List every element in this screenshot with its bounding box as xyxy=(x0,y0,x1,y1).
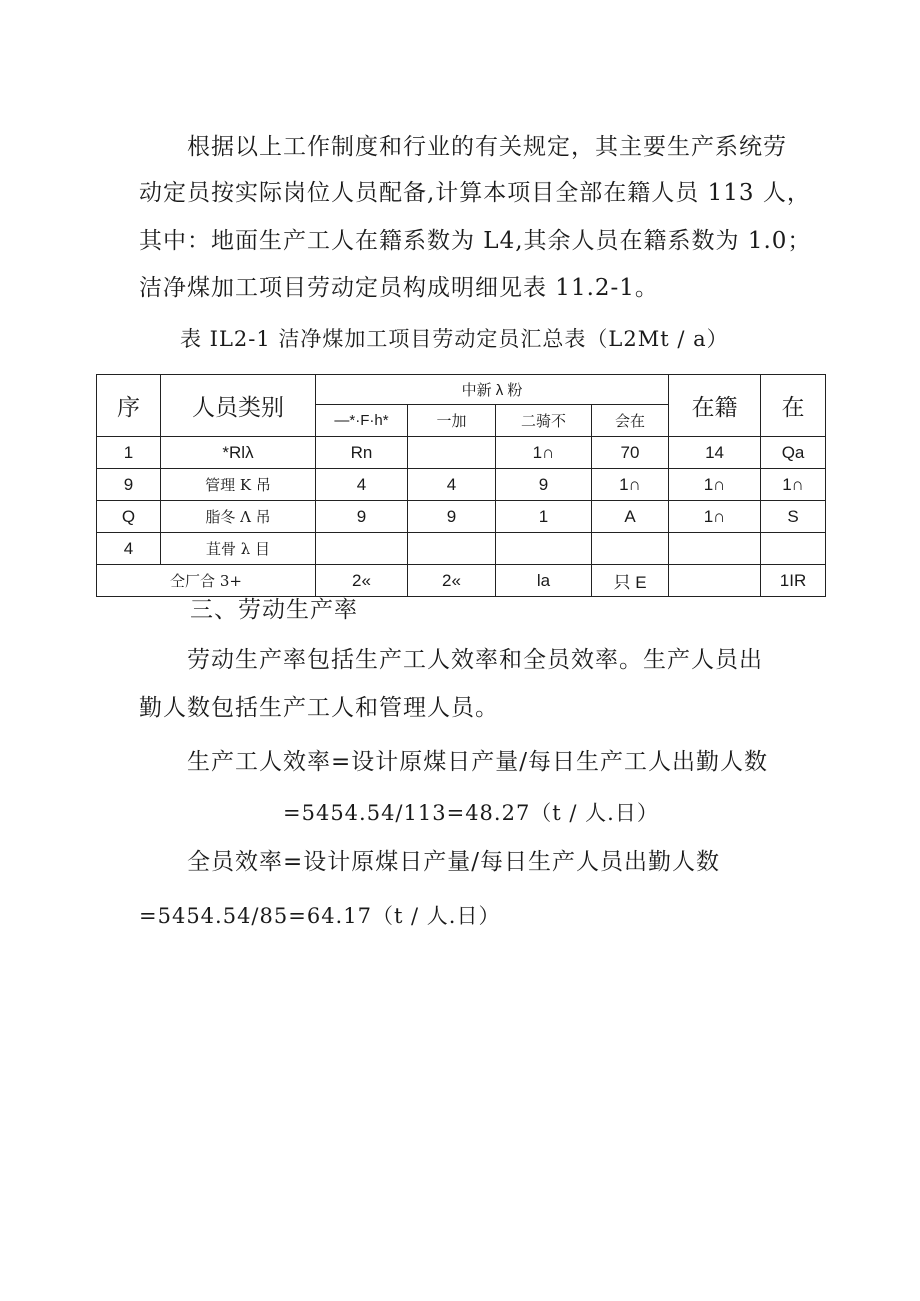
cell-c2: 9 xyxy=(408,501,496,533)
intro-line-3: 其中：地面生产工人在籍系数为 L4,其余人员在籍系数为 1.0； xyxy=(139,228,812,254)
cell-enrolled: 1∩ xyxy=(669,501,761,533)
table-row xyxy=(97,469,826,501)
cell-c2: 4 xyxy=(408,469,496,501)
intro-line-1: 根据以上工作制度和行业的有关规定，其主要生产系统劳 xyxy=(187,134,787,160)
cell-c3: 9 xyxy=(496,469,592,501)
cell-c1: 9 xyxy=(316,501,408,533)
cell-enrolled xyxy=(669,533,761,565)
table-total-row xyxy=(97,565,826,597)
cell-last xyxy=(761,533,826,565)
labor-staffing-table xyxy=(96,374,826,597)
cell-c1: 4 xyxy=(316,469,408,501)
cell-total-c4: 只 E xyxy=(592,565,669,597)
cell-seq: 4 xyxy=(97,533,161,565)
cell-total-c1: 2« xyxy=(316,565,408,597)
cell-seq: 1 xyxy=(97,437,161,469)
cell-c3 xyxy=(496,533,592,565)
cell-category: 脂冬 Λ 吊 xyxy=(161,501,316,533)
cell-c2 xyxy=(408,533,496,565)
table-caption: 表 IL2-1 洁净煤加工项目劳动定员汇总表（L2Mt / a） xyxy=(180,327,729,351)
cell-total-c3: la xyxy=(496,565,592,597)
formula-overall-efficiency: 全员效率=设计原煤日产量/每日生产人员出勤人数 xyxy=(187,849,721,875)
cell-category: *Rlλ xyxy=(161,437,316,469)
cell-enrolled: 1∩ xyxy=(669,469,761,501)
formula-worker-efficiency-value: =5454.54/113=48.27（t / 人.日） xyxy=(283,801,659,825)
header-sub-3: 二骑不 xyxy=(496,405,592,437)
productivity-line-1: 劳动生产率包括生产工人效率和全员效率。生产人员出 xyxy=(187,647,763,673)
header-category: 人员类别 xyxy=(161,375,316,437)
section-heading: 三、劳动生产率 xyxy=(190,597,358,623)
cell-c4: 70 xyxy=(592,437,669,469)
header-last: 在 xyxy=(761,375,826,437)
formula-overall-efficiency-value: =5454.54/85=64.17（t / 人.日） xyxy=(139,904,501,928)
cell-c2 xyxy=(408,437,496,469)
productivity-line-2: 勤人数包括生产工人和管理人员。 xyxy=(139,695,499,721)
table-row xyxy=(97,437,826,469)
cell-last: 1∩ xyxy=(761,469,826,501)
header-sub-4: 会在 xyxy=(592,405,669,437)
intro-line-4: 洁净煤加工项目劳动定员构成明细见表 11.2-1。 xyxy=(139,275,659,301)
cell-c4 xyxy=(592,533,669,565)
header-sub-2: 一加 xyxy=(408,405,496,437)
cell-total-label: 仝厂合 3+ xyxy=(97,565,316,597)
formula-worker-efficiency: 生产工人效率=设计原煤日产量/每日生产工人出勤人数 xyxy=(187,749,769,775)
cell-c4: A xyxy=(592,501,669,533)
header-group: 中新 λ 粉 xyxy=(316,375,669,405)
cell-total-last: 1IR xyxy=(761,565,826,597)
cell-c1 xyxy=(316,533,408,565)
cell-seq: 9 xyxy=(97,469,161,501)
cell-c3: 1∩ xyxy=(496,437,592,469)
cell-last: S xyxy=(761,501,826,533)
table-row xyxy=(97,533,826,565)
cell-category: 苴骨 λ 目 xyxy=(161,533,316,565)
cell-last: Qa xyxy=(761,437,826,469)
cell-c1: Rn xyxy=(316,437,408,469)
cell-seq: Q xyxy=(97,501,161,533)
header-enrolled: 在籍 xyxy=(669,375,761,437)
header-sub-1: —*·F·h* xyxy=(316,405,408,437)
intro-line-2: 动定员按实际岗位人员配备,计算本项目全部在籍人员 113 人， xyxy=(139,180,811,206)
cell-enrolled: 14 xyxy=(669,437,761,469)
cell-category: 管理 K 吊 xyxy=(161,469,316,501)
table-row xyxy=(97,501,826,533)
cell-c4: 1∩ xyxy=(592,469,669,501)
header-seq: 序 xyxy=(97,375,161,437)
cell-total-c2: 2« xyxy=(408,565,496,597)
cell-c3: 1 xyxy=(496,501,592,533)
cell-total-enrolled xyxy=(669,565,761,597)
